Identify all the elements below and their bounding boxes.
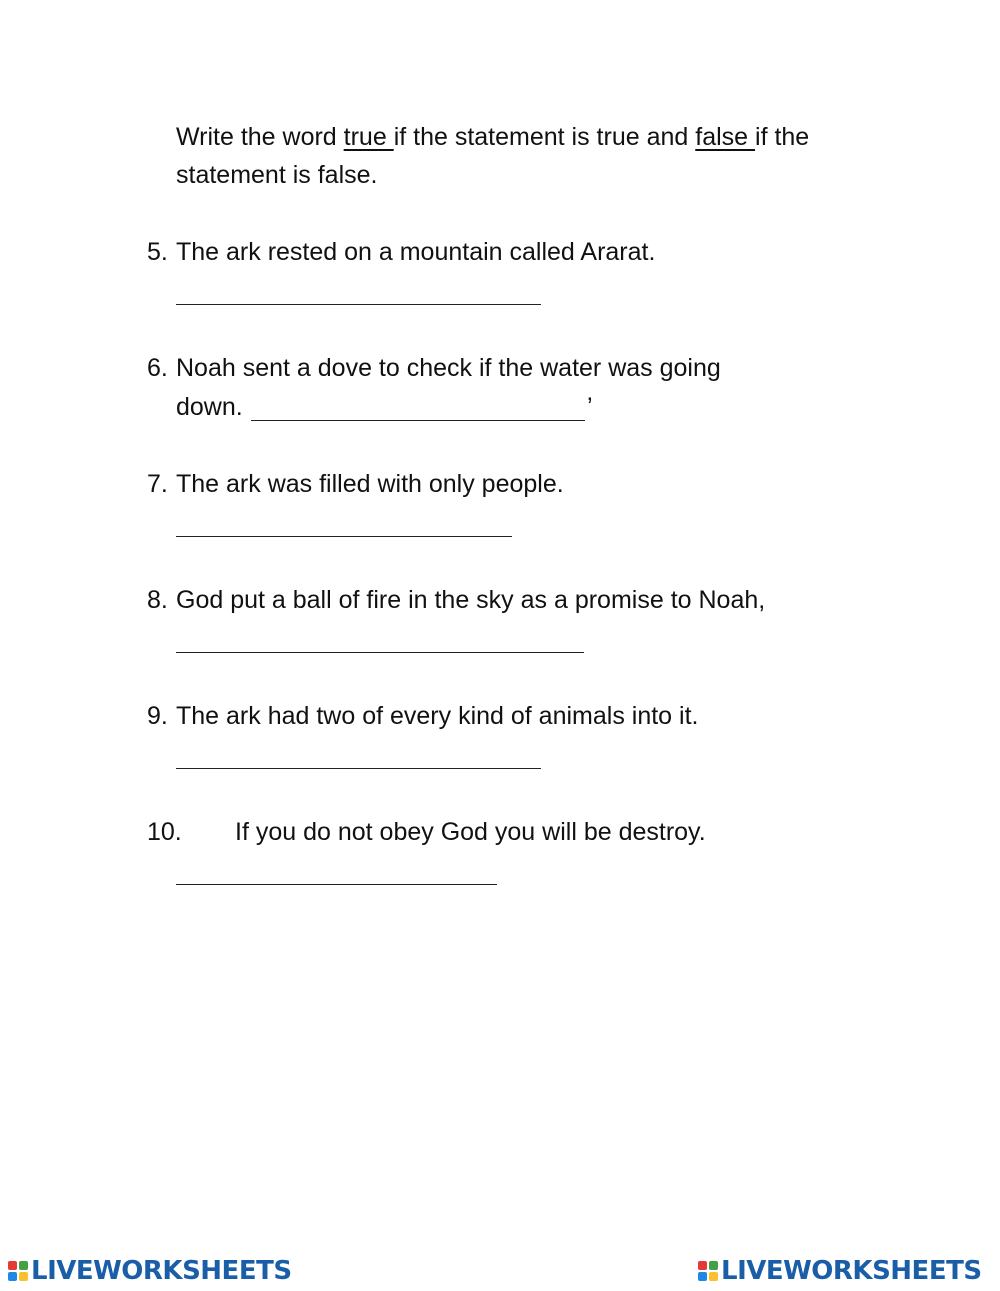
liveworksheets-icon: [698, 1261, 718, 1281]
liveworksheets-icon: [8, 1261, 28, 1281]
answer-blank[interactable]: [176, 768, 541, 769]
question-text-continued: down.: [176, 393, 243, 421]
logo-text: LIVEWORKSHEETS: [31, 1256, 292, 1286]
question-number: 10.: [147, 818, 182, 846]
question-text: The ark was filled with only people.: [176, 470, 564, 498]
word-true: true: [343, 123, 394, 151]
question-text: If you do not obey God you will be destroy.: [235, 818, 706, 846]
instructions-text-2: if the statement is true and: [393, 123, 696, 151]
logo-text: LIVEWORKSHEETS: [721, 1256, 982, 1286]
question-number: 6.: [147, 354, 168, 382]
instructions-text-3: if the statement is false.: [176, 123, 810, 189]
question-number: 8.: [147, 586, 168, 614]
question-text: God put a ball of fire in the sky as a promise to Noah,: [176, 586, 766, 614]
liveworksheets-logo-left: [8, 1257, 292, 1285]
question-number: 7.: [147, 470, 168, 498]
answer-blank[interactable]: [176, 304, 541, 305]
question-suffix: ’: [587, 393, 593, 421]
instructions: [176, 118, 916, 194]
answer-blank[interactable]: [251, 420, 585, 421]
answer-blank[interactable]: [176, 536, 512, 537]
question-number: 5.: [147, 238, 168, 266]
instructions-text-1: Write the word: [176, 123, 344, 151]
question-text: Noah sent a dove to check if the water was going: [176, 354, 721, 382]
question-number: 9.: [147, 702, 168, 730]
liveworksheets-logo-right: [698, 1257, 982, 1285]
answer-blank[interactable]: [176, 884, 497, 885]
question-text: The ark rested on a mountain called Ararat.: [176, 238, 656, 266]
question-text: The ark had two of every kind of animals into it.: [176, 702, 699, 730]
word-false: false: [695, 123, 756, 151]
answer-blank[interactable]: [176, 652, 584, 653]
